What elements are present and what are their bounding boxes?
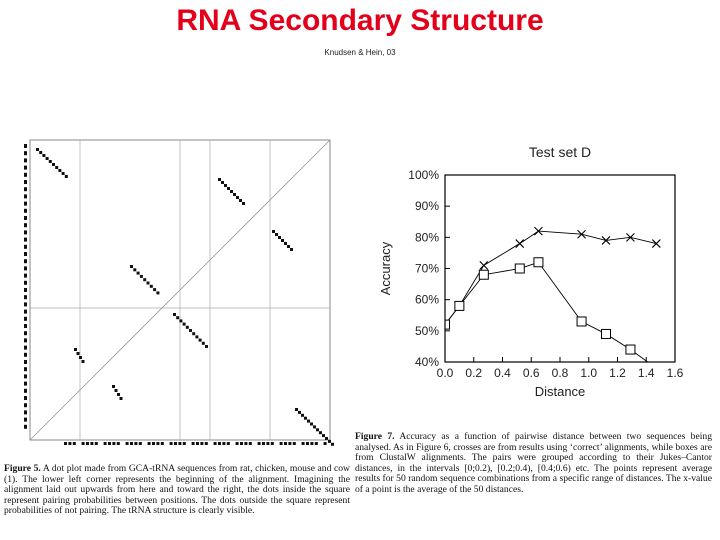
square-marker [534,258,543,267]
square-marker [455,301,464,310]
dot [24,410,27,414]
x-tick-label: 1.4 [637,366,655,380]
x-tick-label: 0.2 [465,366,483,380]
dot [272,230,275,233]
dot [183,442,186,445]
dot [186,326,189,329]
dot [140,275,143,278]
dot [295,408,298,411]
dot [117,393,120,396]
dot [236,196,239,199]
dot [68,442,71,445]
dot [126,442,129,445]
dot [227,442,230,445]
dot [24,194,27,198]
dot [24,302,27,306]
x-tick-label: 0.8 [551,366,569,380]
cross-marker [652,240,660,248]
dot [24,252,27,256]
dot [24,382,27,386]
square-marker [515,264,524,273]
dot [24,310,27,314]
dot [221,181,224,184]
dot [24,288,27,292]
dot [315,442,318,445]
dot [236,442,239,445]
dot [65,175,68,178]
slide-subtitle: Knudsen & Hein, 03 [324,48,396,57]
dot [24,259,27,263]
dot [176,316,179,319]
dot [293,442,296,445]
dot [139,442,142,445]
dot [331,443,334,446]
dot [170,442,173,445]
cross-marker [516,240,524,248]
dot [24,209,27,213]
dot [224,184,227,187]
dot [24,403,27,407]
y-axis-label: Accuracy [378,241,393,296]
x-tick-label: 1.0 [580,366,598,380]
dot [130,265,133,268]
dot [192,442,195,445]
dot [24,166,27,170]
dot [218,178,221,181]
dot [233,193,236,196]
chart-title: Test set D [528,144,592,160]
dot [24,151,27,155]
dot [249,442,252,445]
dot [24,274,27,278]
dot [24,317,27,321]
dot [205,345,208,348]
series-line [445,262,656,368]
dot [24,216,27,220]
dot [150,285,153,288]
dot [230,190,233,193]
dot [137,272,140,275]
dot [143,278,146,281]
dot [298,411,301,414]
dot [280,442,283,445]
dot [179,319,182,322]
dot [90,442,93,445]
dot [148,442,151,445]
dot [214,442,217,445]
dot [192,332,195,335]
dot [24,266,27,270]
dot [82,360,85,363]
dot [205,442,208,445]
square-marker [602,329,611,338]
figure7-caption-text: Accuracy as a function of pairwise distance between two sequences being analysed. As in Figure 6, crosses are from results using ‘correct’ alignments, while boxes are from ClustalW alignments. The pairs were grouped according to their Jukes–Cantor distances, in the intervals [0;0.2), [0.2;0.4), [0.4;0.6) etc. The points represent average results for 50 random sequence combinations from a specific range of distances. The x-value of a point is the average of the 50 distances. [355,431,712,495]
dot [24,180,27,184]
accuracy-chart [350,130,720,430]
dot [49,160,52,163]
dot [55,166,58,169]
dot [24,367,27,371]
dot [108,442,111,445]
figure7-caption-label: Figure 7. [355,431,395,442]
dot [319,431,322,434]
dot [266,442,269,445]
dot [117,442,120,445]
dot [156,291,159,294]
dot [227,187,230,190]
dot [24,331,27,335]
square-marker [577,317,586,326]
dot [24,144,27,148]
dot [287,245,290,248]
dot [178,442,181,445]
dot [112,442,115,445]
dot [24,418,27,422]
dot [281,239,284,242]
dot [24,158,27,162]
square-marker [626,345,635,354]
dot [115,389,118,392]
dot [24,346,27,350]
figure5-caption-label: Figure 5. [4,463,41,474]
y-tick-label: 60% [414,292,439,307]
series-clustalw [441,258,661,373]
dot [77,352,80,355]
dot [174,442,177,445]
plot-area [408,168,683,380]
dot [24,324,27,328]
dot [173,313,176,316]
dot [196,442,199,445]
dot [183,323,186,326]
dot [24,223,27,227]
dot [262,442,265,445]
plot-frame [445,175,675,362]
dot [153,288,156,291]
dot [24,425,27,429]
dot [46,157,49,160]
x-tick-label: 0.6 [522,366,540,380]
dot [24,295,27,299]
dot [36,148,39,151]
dot [278,236,281,239]
y-tick-label: 80% [414,230,439,245]
dot [307,420,310,423]
dot [24,396,27,400]
dot [324,442,327,445]
dot [239,199,242,202]
dot [189,329,192,332]
dot [74,348,77,351]
dot [302,442,305,445]
dot [79,356,82,359]
dot [134,442,137,445]
dot [73,442,76,445]
x-tick-label: 1.2 [609,366,626,380]
dot [104,442,107,445]
dot [328,440,331,443]
dot [24,202,27,206]
dot [120,397,123,400]
figure7-caption [355,432,712,496]
figure5-caption [4,464,350,517]
series-correct-alignment [441,227,660,329]
dot [284,242,287,245]
dot [24,245,27,249]
dot [202,342,205,345]
dot [152,442,155,445]
dot [147,282,150,285]
dot [24,187,27,191]
dot [161,442,164,445]
dot [275,233,278,236]
dot [242,202,245,205]
dot [199,339,202,342]
dot [130,442,133,445]
dot [258,442,261,445]
dot [306,442,309,445]
dot [200,442,203,445]
dot [325,437,328,440]
x-tick-label: 1.6 [666,366,684,380]
dot [24,173,27,177]
dot [195,335,198,338]
dot [24,353,27,357]
dot [42,154,45,157]
dot [156,442,159,445]
slide-title: RNA Secondary Structure [176,4,544,37]
dot [284,442,287,445]
dot [271,442,274,445]
dot [322,434,325,437]
dot [24,360,27,364]
dot [240,442,243,445]
dot [301,414,304,417]
dot [62,172,65,175]
y-tick-label: 70% [414,261,439,276]
dot [316,428,319,431]
dot [24,238,27,242]
x-tick-label: 0.0 [436,366,454,380]
dot-plot-figure [0,130,345,460]
dot [133,268,136,271]
dot [288,442,291,445]
series-line [445,231,656,325]
dot [24,338,27,342]
dot [24,281,27,285]
dot [290,248,293,251]
dot [86,442,89,445]
dot [24,389,27,393]
dot [304,417,307,420]
x-axis-label: Distance [534,384,586,399]
dot [82,442,85,445]
y-tick-label: 40% [414,355,439,369]
y-tick-label: 90% [414,199,439,214]
dot [310,442,313,445]
dot [310,423,313,426]
dot [112,385,115,388]
dot [64,442,67,445]
dot [24,230,27,234]
square-marker [479,270,488,279]
y-tick-label: 100% [408,168,439,182]
dot [218,442,221,445]
x-tick-label: 0.4 [494,366,511,380]
dot [313,425,316,428]
cross-marker [480,261,488,269]
dot [222,442,225,445]
figure5-caption-text: A dot plot made from GCA-tRNA sequences from rat, chicken, mouse and cow (1). The lower left corner represents the beginning of the alignment. Imagining the alignment laid out upwards from here and toward the right, the dots inside the square represent pairing probabilities between positions. The dots outside the square represent probabilities of not pairing. The tRNA structure is clearly visible. [4,463,350,517]
dot [95,442,98,445]
y-tick-label: 50% [414,323,439,338]
dot [244,442,247,445]
dot [24,374,27,378]
dot-plot-dots [24,144,334,446]
dot [39,151,42,154]
dot [58,169,61,172]
dot [52,163,55,166]
